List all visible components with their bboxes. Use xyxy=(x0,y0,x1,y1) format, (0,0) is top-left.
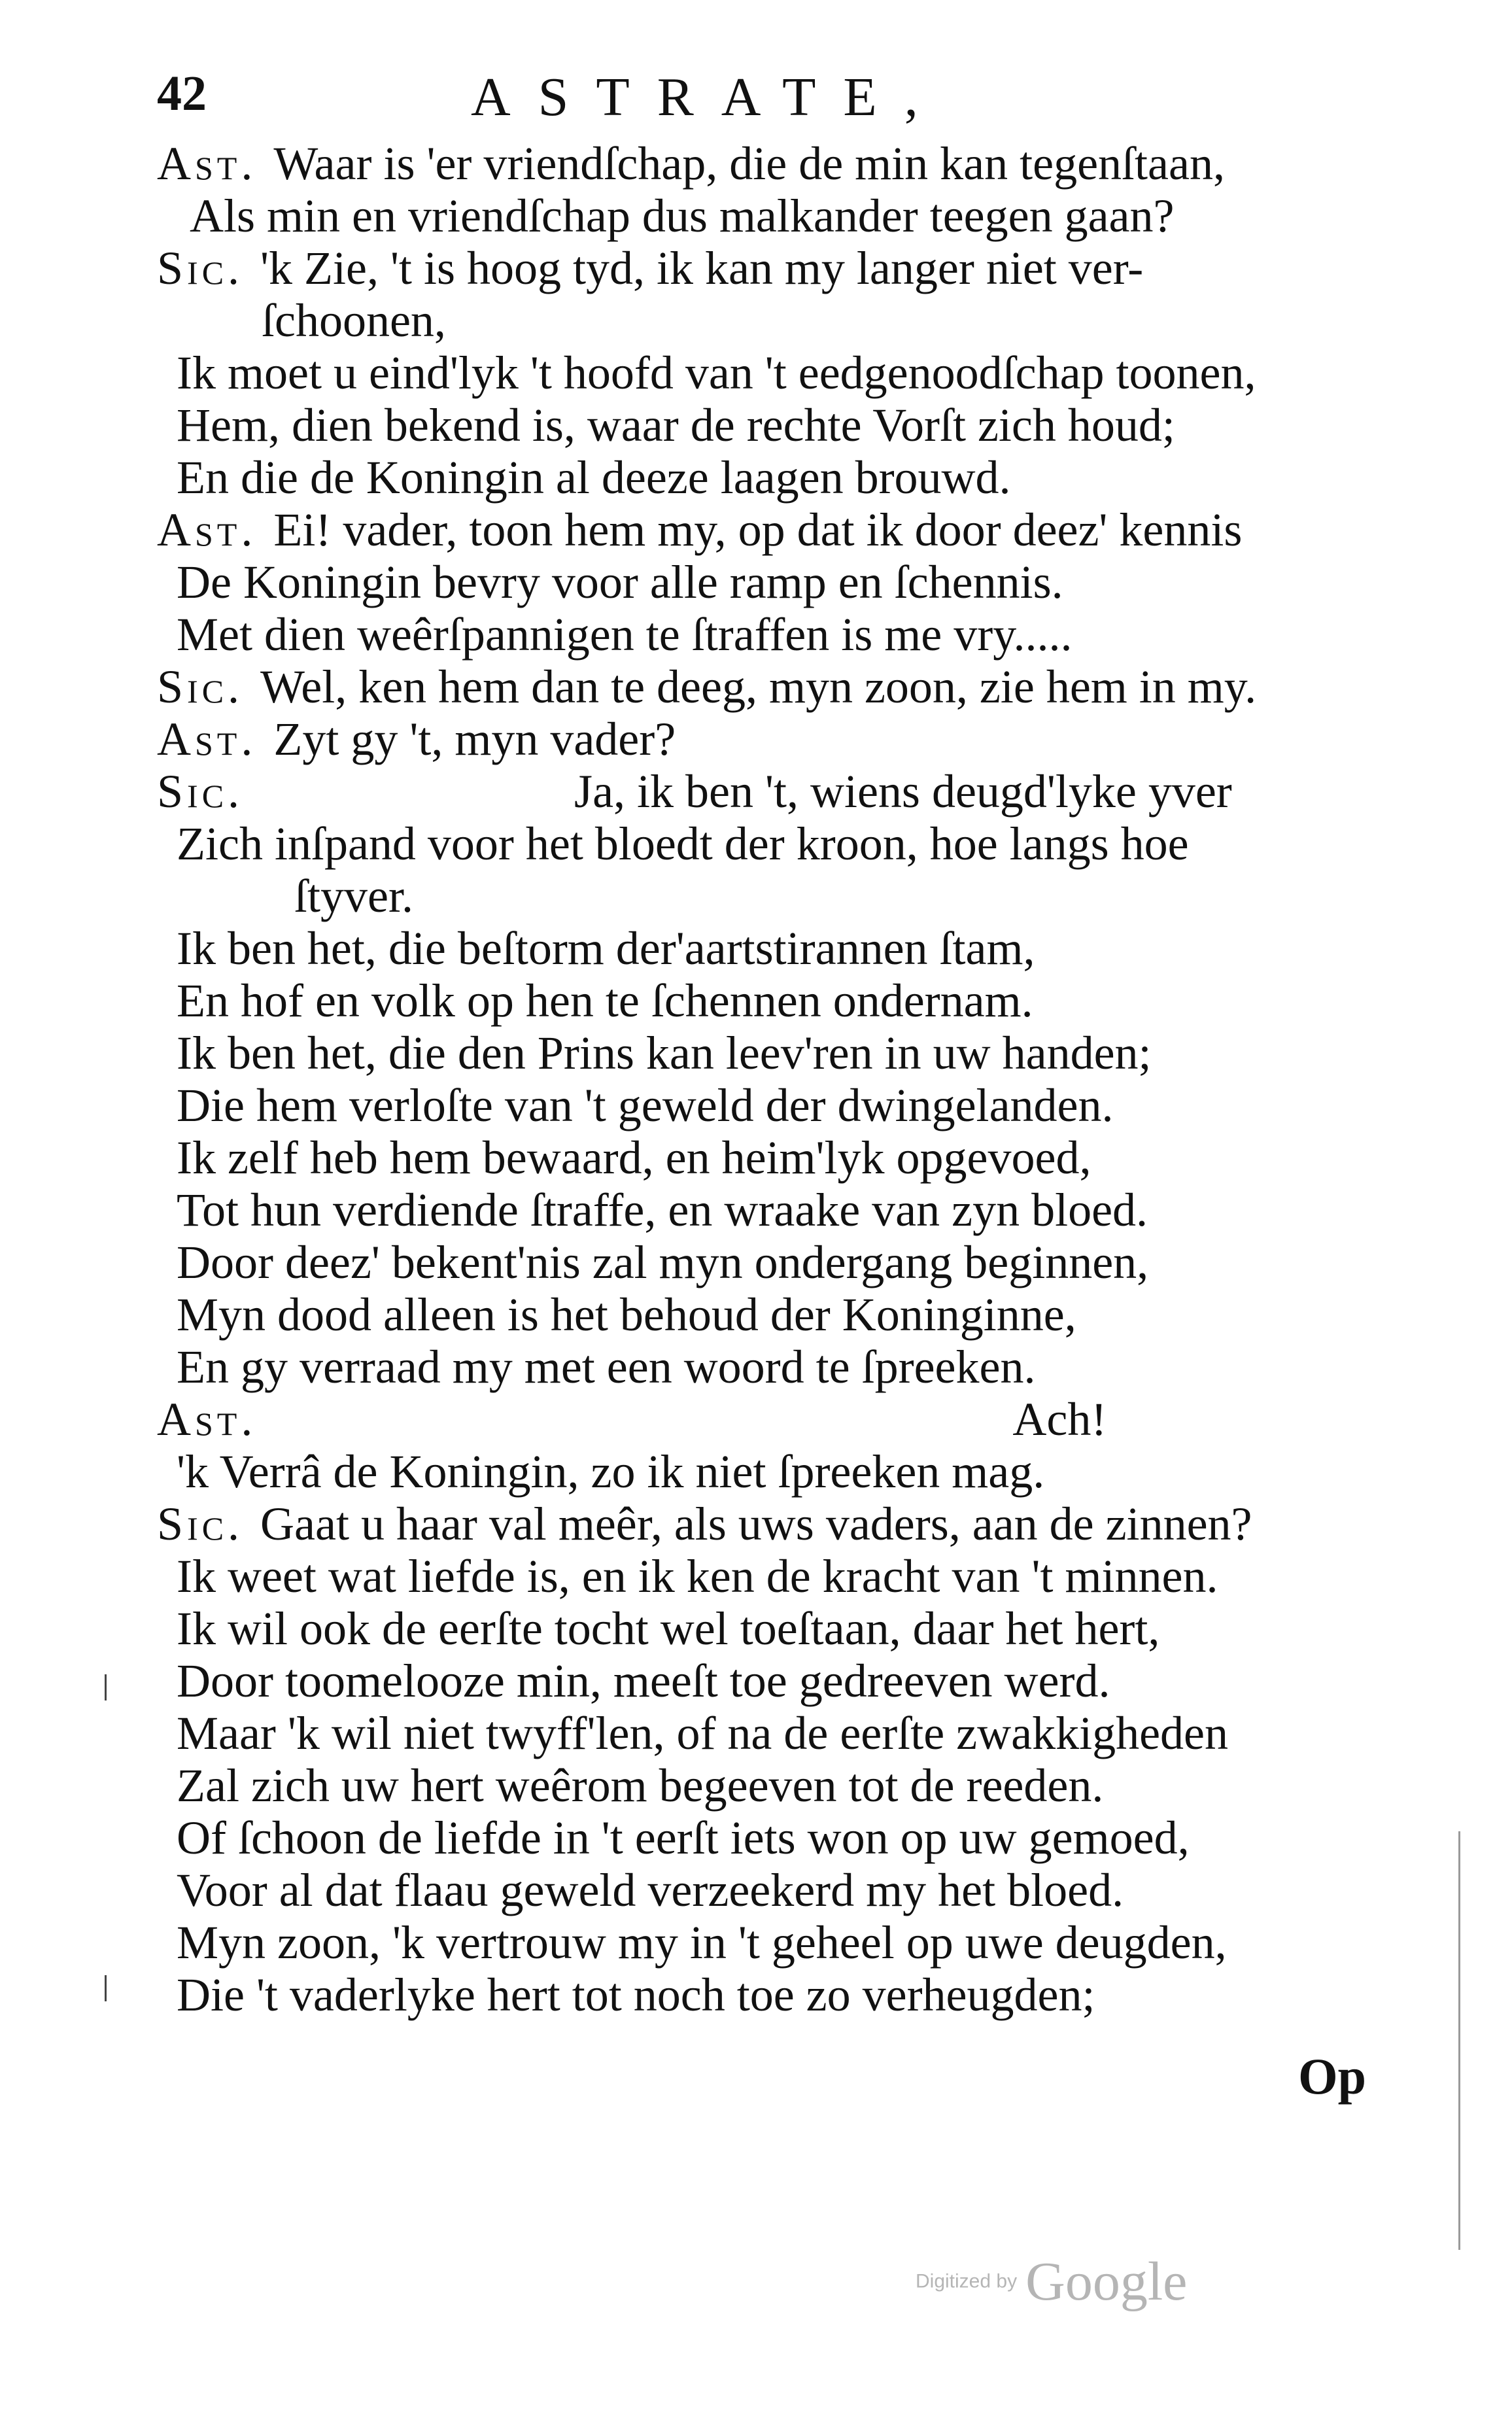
line-text: Tot hun verdiende ſtraffe, en wraake van zyn bloed. xyxy=(177,1184,1148,1236)
line-text: Door toomelooze min, meeſt toe gedreeven werd. xyxy=(177,1655,1110,1707)
running-title: ASTRATE, xyxy=(471,67,946,128)
verse-line xyxy=(177,1969,1095,2021)
speaker-label: Sic. xyxy=(157,1498,244,1550)
verse-line xyxy=(177,1236,1148,1288)
line-text: Maar 'k wil niet twyff'len, of na de eerſte zwakkigheden xyxy=(177,1707,1229,1759)
verse-line xyxy=(157,504,1242,556)
line-text: 'k Zie, 't is hoog tyd, ik kan my langer niet ver- xyxy=(260,242,1144,294)
verse-line xyxy=(177,1341,1035,1393)
line-text: ſchoonen, xyxy=(262,294,446,347)
speaker-label: Sic. xyxy=(157,242,244,294)
page-header xyxy=(157,65,1367,144)
google-logo: Google xyxy=(1025,2251,1188,2312)
speaker-label: Ast. xyxy=(157,713,257,765)
line-text: ſtyver. xyxy=(294,870,413,922)
line-text: Door deez' bekent'nis zal myn ondergang beginnen, xyxy=(177,1236,1149,1288)
line-text: En hof en volk op hen te ſchennen ondernam. xyxy=(177,975,1033,1027)
speaker-label: Sic. xyxy=(157,661,244,713)
verse-line xyxy=(157,242,1143,294)
verse-line xyxy=(190,190,1174,242)
line-text: Gaat u haar val meêr, als uws vaders, aan de zinnen? xyxy=(260,1498,1252,1550)
line-text: Die 't vaderlyke hert tot noch toe zo verheugden; xyxy=(177,1969,1095,2021)
verse-line xyxy=(157,137,1225,190)
verse-line xyxy=(177,1707,1228,1759)
line-text: Waar is 'er vriendſchap, die de min kan tegenſtaan, xyxy=(273,137,1225,190)
line-text: De Koningin bevry voor alle ramp en ſchennis. xyxy=(177,556,1063,608)
speaker-label: Ast. xyxy=(157,504,257,556)
line-text: Wel, ken hem dan te deeg, myn zoon, zie hem in my. xyxy=(260,661,1257,713)
verse-line xyxy=(177,818,1189,870)
verse-line xyxy=(177,1550,1218,1602)
verse-line xyxy=(177,1812,1190,1864)
verse-line xyxy=(177,399,1175,451)
margin-mark xyxy=(105,1975,107,2001)
line-text: Ach! xyxy=(1012,1393,1107,1445)
speaker-label: Ast. xyxy=(157,1393,257,1445)
verse-line xyxy=(177,1288,1076,1341)
verse-line xyxy=(157,765,1232,818)
verse-line xyxy=(177,1131,1091,1184)
line-text: Zich inſpand voor het bloedt der kroon, hoe langs hoe xyxy=(177,818,1189,870)
line-text: 'k Verrâ de Koningin, zo ik niet ſpreeken mag. xyxy=(177,1445,1045,1498)
line-text: Voor al dat flaau geweld verzeekerd my het bloed. xyxy=(177,1864,1124,1916)
line-text: Myn dood alleen is het behoud der Koninginne, xyxy=(177,1288,1076,1341)
verse-line xyxy=(157,1393,1107,1445)
verse-line xyxy=(177,1079,1113,1131)
verse-line xyxy=(177,608,1073,661)
line-text: En die de Koningin al deeze laagen brouwd. xyxy=(177,451,1011,504)
verse-line xyxy=(177,1864,1124,1916)
line-text: Hem, dien bekend is, waar de rechte Vorſt zich houd; xyxy=(177,399,1175,451)
verse-line xyxy=(177,1184,1148,1236)
page-number: 42 xyxy=(157,66,207,121)
line-text: Met dien weêrſpannigen te ſtraffen is me vry..... xyxy=(177,608,1073,661)
speaker-label: Sic. xyxy=(157,765,244,818)
watermark-prefix: Digitized by xyxy=(916,2270,1018,2292)
verse-line xyxy=(177,347,1256,399)
line-text: Die hem verloſte van 't geweld der dwingelanden. xyxy=(177,1079,1114,1131)
page-edge-mark xyxy=(1458,1831,1460,2250)
verse-line xyxy=(157,661,1256,713)
line-text: Ja, ik ben 't, wiens deugd'lyke yver xyxy=(574,765,1232,818)
verse-line xyxy=(177,1445,1044,1498)
digitization-watermark xyxy=(916,2250,1187,2313)
verse-line xyxy=(177,1655,1110,1707)
line-text: Ei! vader, toon hem my, op dat ik door deez' kennis xyxy=(273,504,1243,556)
line-text: Ik ben het, die den Prins kan leev'ren in uw handen; xyxy=(177,1027,1152,1079)
verse-line xyxy=(177,1602,1160,1655)
verse-line xyxy=(177,1027,1152,1079)
line-text: Ik wil ook de eerſte tocht wel toeſtaan, daar het hert, xyxy=(177,1602,1160,1655)
verse-line xyxy=(177,556,1063,608)
speaker-label: Ast. xyxy=(157,137,257,190)
verse-line xyxy=(157,1498,1252,1550)
verse-line xyxy=(262,294,446,347)
verse-line xyxy=(177,922,1035,975)
line-text: Ik zelf heb hem bewaard, en heim'lyk opgevoed, xyxy=(177,1131,1091,1184)
verse-line xyxy=(177,1759,1103,1812)
line-text: Ik moet u eind'lyk 't hoofd van 't eedgenoodſchap toonen, xyxy=(177,347,1256,399)
margin-mark xyxy=(105,1674,107,1700)
line-text: Ik weet wat liefde is, en ik ken de kracht van 't minnen. xyxy=(177,1550,1218,1602)
line-text: Ik ben het, die beſtorm der'aartstirannen ſtam, xyxy=(177,922,1035,975)
line-text: Zal zich uw hert weêrom begeeven tot de reeden. xyxy=(177,1759,1104,1812)
line-text: Of ſchoon de liefde in 't eerſt iets won op uw gemoed, xyxy=(177,1812,1190,1864)
verse-line xyxy=(157,713,676,765)
line-text: Myn zoon, 'k vertrouw my in 't geheel op uwe deugden, xyxy=(177,1916,1227,1969)
line-text: En gy verraad my met een woord te ſpreeken. xyxy=(177,1341,1036,1393)
verse-line xyxy=(177,975,1033,1027)
verse-line xyxy=(177,1916,1227,1969)
verse-line xyxy=(177,451,1011,504)
line-text: Als min en vriendſchap dus malkander teegen gaan? xyxy=(190,190,1175,242)
line-text: Zyt gy 't, myn vader? xyxy=(273,713,676,765)
catchword: Op xyxy=(1298,2048,1367,2105)
verse-line xyxy=(294,870,413,922)
